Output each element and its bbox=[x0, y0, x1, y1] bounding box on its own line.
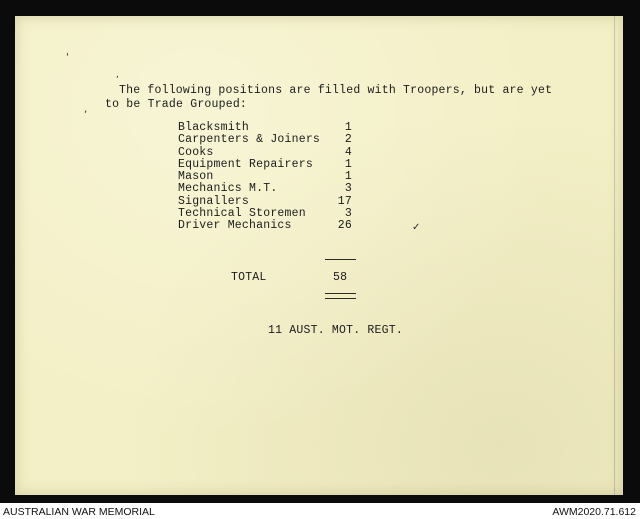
total-double-rule-bottom bbox=[325, 298, 356, 299]
position-name: Driver Mechanics bbox=[178, 219, 292, 233]
list-item bbox=[178, 134, 358, 146]
position-name: Technical Storemen bbox=[178, 207, 306, 221]
archive-reference: AWM2020.71.612 bbox=[552, 506, 636, 518]
pencil-mark: ' bbox=[66, 52, 69, 63]
position-count: 2 bbox=[344, 133, 352, 147]
intro-paragraph bbox=[105, 84, 585, 112]
position-count: 3 bbox=[344, 207, 352, 221]
list-item bbox=[178, 183, 358, 195]
position-name: Signallers bbox=[178, 194, 250, 208]
list-item bbox=[178, 220, 358, 232]
position-count: 26 bbox=[337, 219, 352, 233]
position-count: 1 bbox=[344, 157, 352, 171]
position-count: 3 bbox=[344, 182, 352, 196]
total-label: TOTAL bbox=[231, 271, 267, 284]
pencil-mark: , bbox=[84, 104, 88, 115]
position-count: 1 bbox=[344, 121, 352, 134]
positions-list bbox=[178, 122, 358, 233]
page-edge-line bbox=[614, 16, 615, 495]
position-name: Mason bbox=[178, 170, 214, 184]
position-count: 17 bbox=[337, 194, 352, 208]
position-count: 4 bbox=[344, 145, 352, 159]
position-name: Blacksmith bbox=[178, 121, 250, 134]
position-name: Cooks bbox=[178, 145, 214, 159]
intro-line-2: to be Trade Grouped: bbox=[105, 98, 248, 111]
position-name: Mechanics M.T. bbox=[178, 182, 278, 196]
position-name: Equipment Repairers bbox=[178, 157, 313, 171]
total-double-rule-top bbox=[325, 293, 356, 294]
pencil-mark: , bbox=[116, 70, 119, 80]
archive-caption: AUSTRALIAN WAR MEMORIAL bbox=[3, 506, 155, 518]
intro-line-1: The following positions are filled with Troopers, but are yet bbox=[119, 84, 553, 97]
pencil-mark: ✓ bbox=[412, 222, 421, 233]
position-count: 1 bbox=[344, 170, 352, 184]
total-value: 58 bbox=[333, 271, 348, 284]
position-name: Carpenters & Joiners bbox=[178, 133, 321, 147]
unit-signature: 11 AUST. MOT. REGT. bbox=[268, 324, 403, 337]
total-top-rule bbox=[325, 259, 356, 260]
